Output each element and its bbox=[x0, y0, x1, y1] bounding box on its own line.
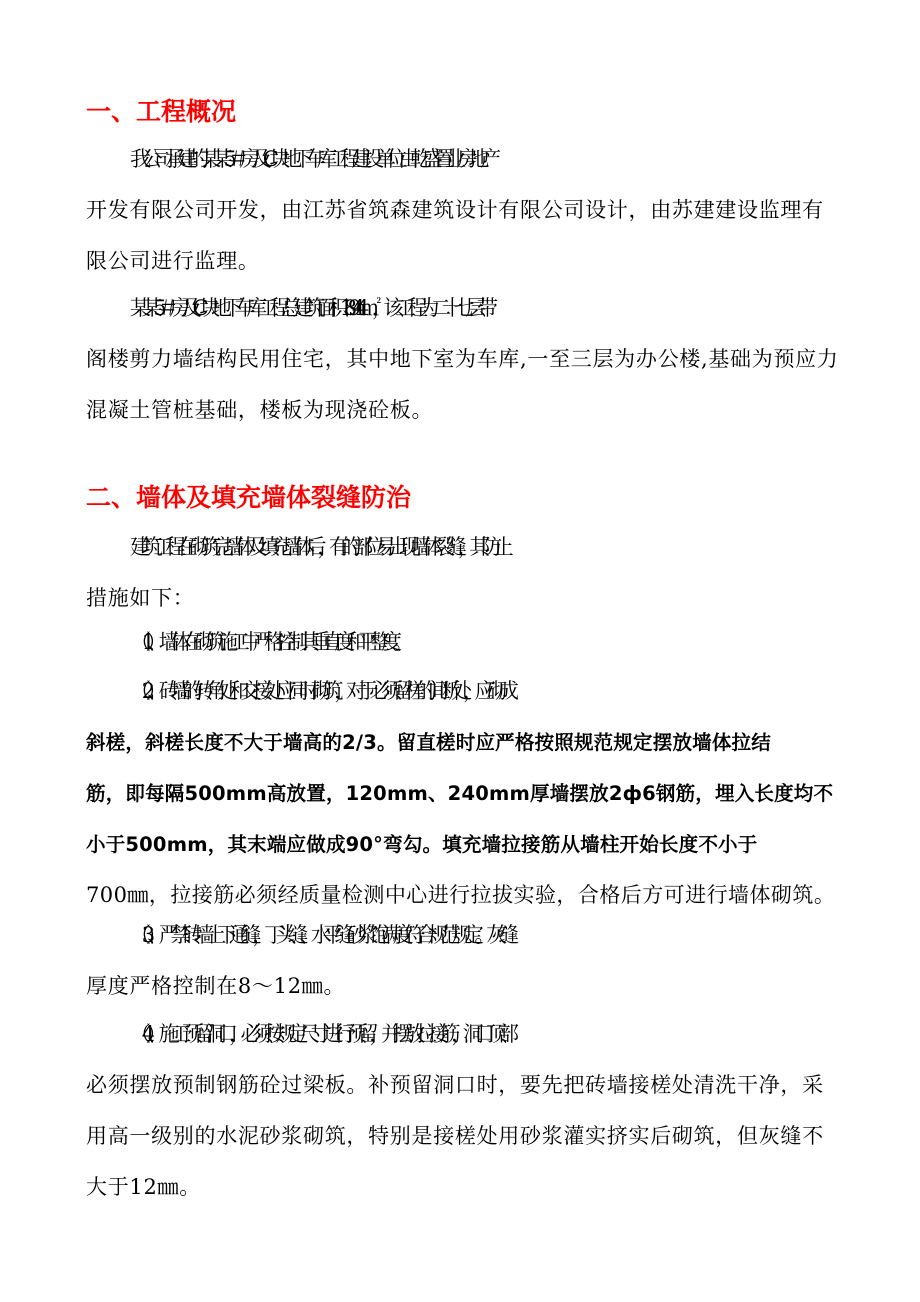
section-heading-crack-prevention: 二、墙体及填充墙体裂缝防治 bbox=[86, 483, 412, 512]
text-line: （2）、砖墙的转角处和交接处应同时砌筑，对于必须留槎的间断处，应砌成 bbox=[130, 679, 510, 703]
crack-prevention-intro bbox=[86, 522, 838, 624]
text-line: 斜槎，斜槎长度不大于墙高的2/3。留直槎时应严格按照规范规定摆放墙体拉结 bbox=[86, 731, 771, 754]
text-line: 开发有限公司开发，由江苏省筑森建筑设计有限公司设计，由苏建建设监理有 bbox=[86, 198, 824, 222]
text-line: 厚度严格控制在8～12㎜。 bbox=[86, 974, 346, 998]
text-line: 阁楼剪力墙结构民用住宅，其中地下室为车库,一至三层为办公楼,基础为预应力 bbox=[86, 347, 839, 371]
measure-item-2 bbox=[86, 666, 838, 921]
text-line: 必须摆放预制钢筋砼过梁板。补预留洞口时，要先把砖墙接槎处清洗干净，采 bbox=[86, 1073, 824, 1097]
text-line: 小于500mm，其末端应做成90°弯勾。填充墙拉接筋从墙柱开始长度不小于 bbox=[86, 833, 758, 856]
overview-paragraph-1 bbox=[86, 134, 838, 287]
text-line: 措施如下： bbox=[86, 586, 195, 610]
measure-item-1 bbox=[86, 617, 838, 668]
text-line: 700㎜，拉接筋必须经质量检测中心进行拉拔实验，合格后方可进行墙体砌筑。 bbox=[86, 883, 836, 907]
text-line: 建筑工程在砌筑完墙体及填充墙体后，有的部位易出现墙体裂缝，其防止 bbox=[130, 535, 505, 559]
text-line: 我公司承建的某某5＃房及C块地下车库工程建设单位由乾盛置业房地产 bbox=[130, 147, 492, 171]
measure-item-4 bbox=[86, 1009, 838, 1213]
text-line: （3）、严禁砖墙上下通缝，丁头缝、水平缝砂浆饱满度符合规范规定。灰缝 bbox=[130, 923, 510, 947]
text-line: 混凝土管桩基础，楼板为现浇砼板。 bbox=[86, 398, 434, 422]
text-line: 大于12㎜。 bbox=[86, 1175, 201, 1199]
measure-item-3 bbox=[86, 910, 838, 1012]
text-line: （4）、施工预留洞口，必须按规定尺寸进行预留，并摆放拉接筋，洞口顶部 bbox=[130, 1022, 510, 1046]
text-line: 限公司进行监理。 bbox=[86, 249, 260, 273]
section-heading-overview: 一、工程概况 bbox=[86, 97, 237, 126]
text-line: 筋，即每隔500mm高放置，120mm、240mm厚墙摆放2ф6钢筋，埋入长度均不 bbox=[86, 782, 834, 805]
text-line: 用高一级别的水泥砂浆砌筑，特别是接槎处用砂浆灌实挤实后砌筑，但灰缝不 bbox=[86, 1124, 824, 1148]
text-line: 某某5＃房及C块地下车库工程总建筑面积18944㎡，该工程为二十七层带 bbox=[130, 296, 489, 320]
text-line: （1）、墙体在砌筑施工中严格控制其垂直度和平整度。 bbox=[130, 630, 405, 654]
overview-paragraph-2 bbox=[86, 283, 838, 436]
